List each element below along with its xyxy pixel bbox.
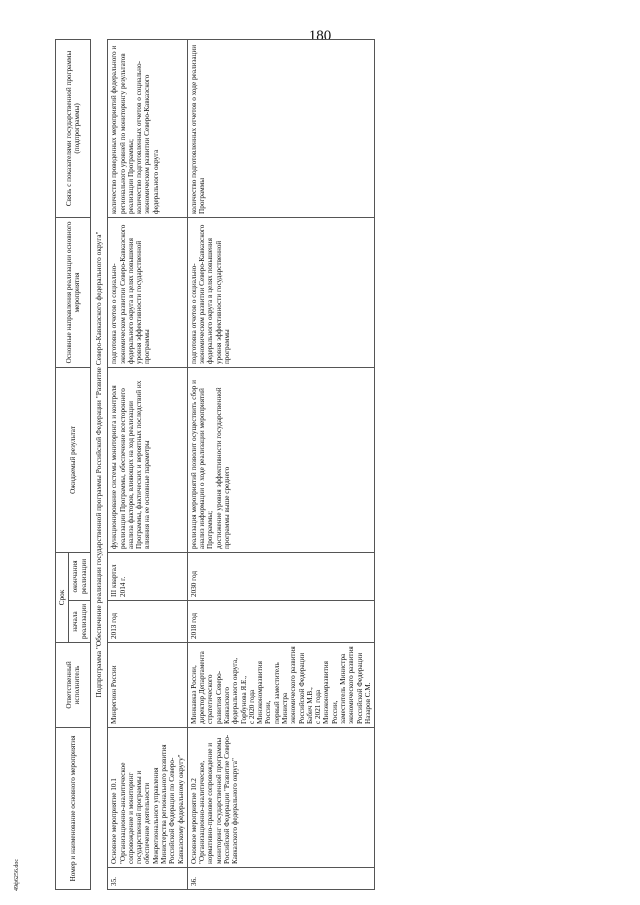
measure-end: III квартал 2014 г. (108, 552, 188, 600)
measure-executor: Минкавказ России, директор Департамента стратегического развития Северо-Кавказского федерального округа, Горбунова Я.Е., с 2020 года Минэкономразвития России, первый заместитель Министра экономического развития Российской Федерации Бабич М.В., с 2021 года Минэкономразвития России, заместитель Министра экономического развития Российской Федерации Назаров С.М. (187, 642, 374, 727)
rotated-table-area (55, 40, 625, 890)
row-number: 36. (187, 868, 374, 890)
header-link: Связь с показателями государственной программы (подпрограммы) (56, 39, 91, 217)
measure-executor: Минрегион России (108, 642, 188, 727)
measure-link: количество проведенных мероприятий федерального и регионального уровней по мониторингу результатов реализации Программы; количество подготовленных отчетов о социально-экономическом развитии Северо-Кавказского федерального округа (108, 39, 188, 217)
table-row (108, 39, 188, 889)
measure-end: 2030 год (187, 552, 374, 600)
header-executor: Ответственный исполнитель (56, 642, 91, 727)
document-filename: 49ф6256.doc (14, 858, 20, 891)
header-term: Срок (56, 552, 69, 642)
header-name: Номер и наименование основного мероприятия (56, 727, 91, 889)
measures-table (55, 39, 375, 890)
measure-directions: подготовка отчетов о социально-экономическом развитии Северо-Кавказского федерального округа в целях повышения уровня эффективности государственной программы (108, 217, 188, 367)
header-directions: Основные направления реализации основного мероприятия (56, 217, 91, 367)
table-row (187, 39, 374, 889)
page-number: 180 (308, 28, 332, 44)
header-end: окончания реализации (69, 552, 91, 600)
measure-name: Основное мероприятие 10.2 "Организационно-аналитическое, нормативно-правовое сопровождение и мониторинг государственной программы Российской Федерации "Развитие Северо-Кавказского федерального округа" (187, 727, 374, 867)
measure-result: функционирование системы мониторинга и контроля реализации Программы, обеспечение всестороннего анализа факторов, влияющих на ход реализации Программы, фактических и вероятных последствий их влияния на ее основные параметры (108, 367, 188, 552)
row-number: 35. (108, 868, 188, 890)
measure-start: 2013 год (108, 600, 188, 642)
measure-directions: подготовка отчетов о социально-экономическом развитии Северо-Кавказского федерального округа в целях повышения уровня эффективности государственной программы (187, 217, 374, 367)
measure-name: Основное мероприятие 10.1 "Организационно-аналитическое сопровождение и мониторинг государственной программы и обеспечение деятельности Межрегионального управления Министерства регионального развития Российской Федерации по Северо-Кавказскому федеральному округу" (108, 727, 188, 867)
subprogram-title: Подпрограмма "Обеспечение реализации государственной программы Российской Федерации "Развитие Северо-Кавказского федерального округа" (90, 39, 108, 889)
measure-result: реализация мероприятий позволит осуществить сбор и анализ информации о ходе реализации мероприятий Программы; достижение уровня эффективности государственной программы выше среднего (187, 367, 374, 552)
measure-start: 2018 год (187, 600, 374, 642)
header-start: начала реализации (69, 600, 91, 642)
header-result: Ожидаемый результат (56, 367, 91, 552)
measure-link: количество подготовленных отчетов о ходе реализации Программы (187, 39, 374, 217)
